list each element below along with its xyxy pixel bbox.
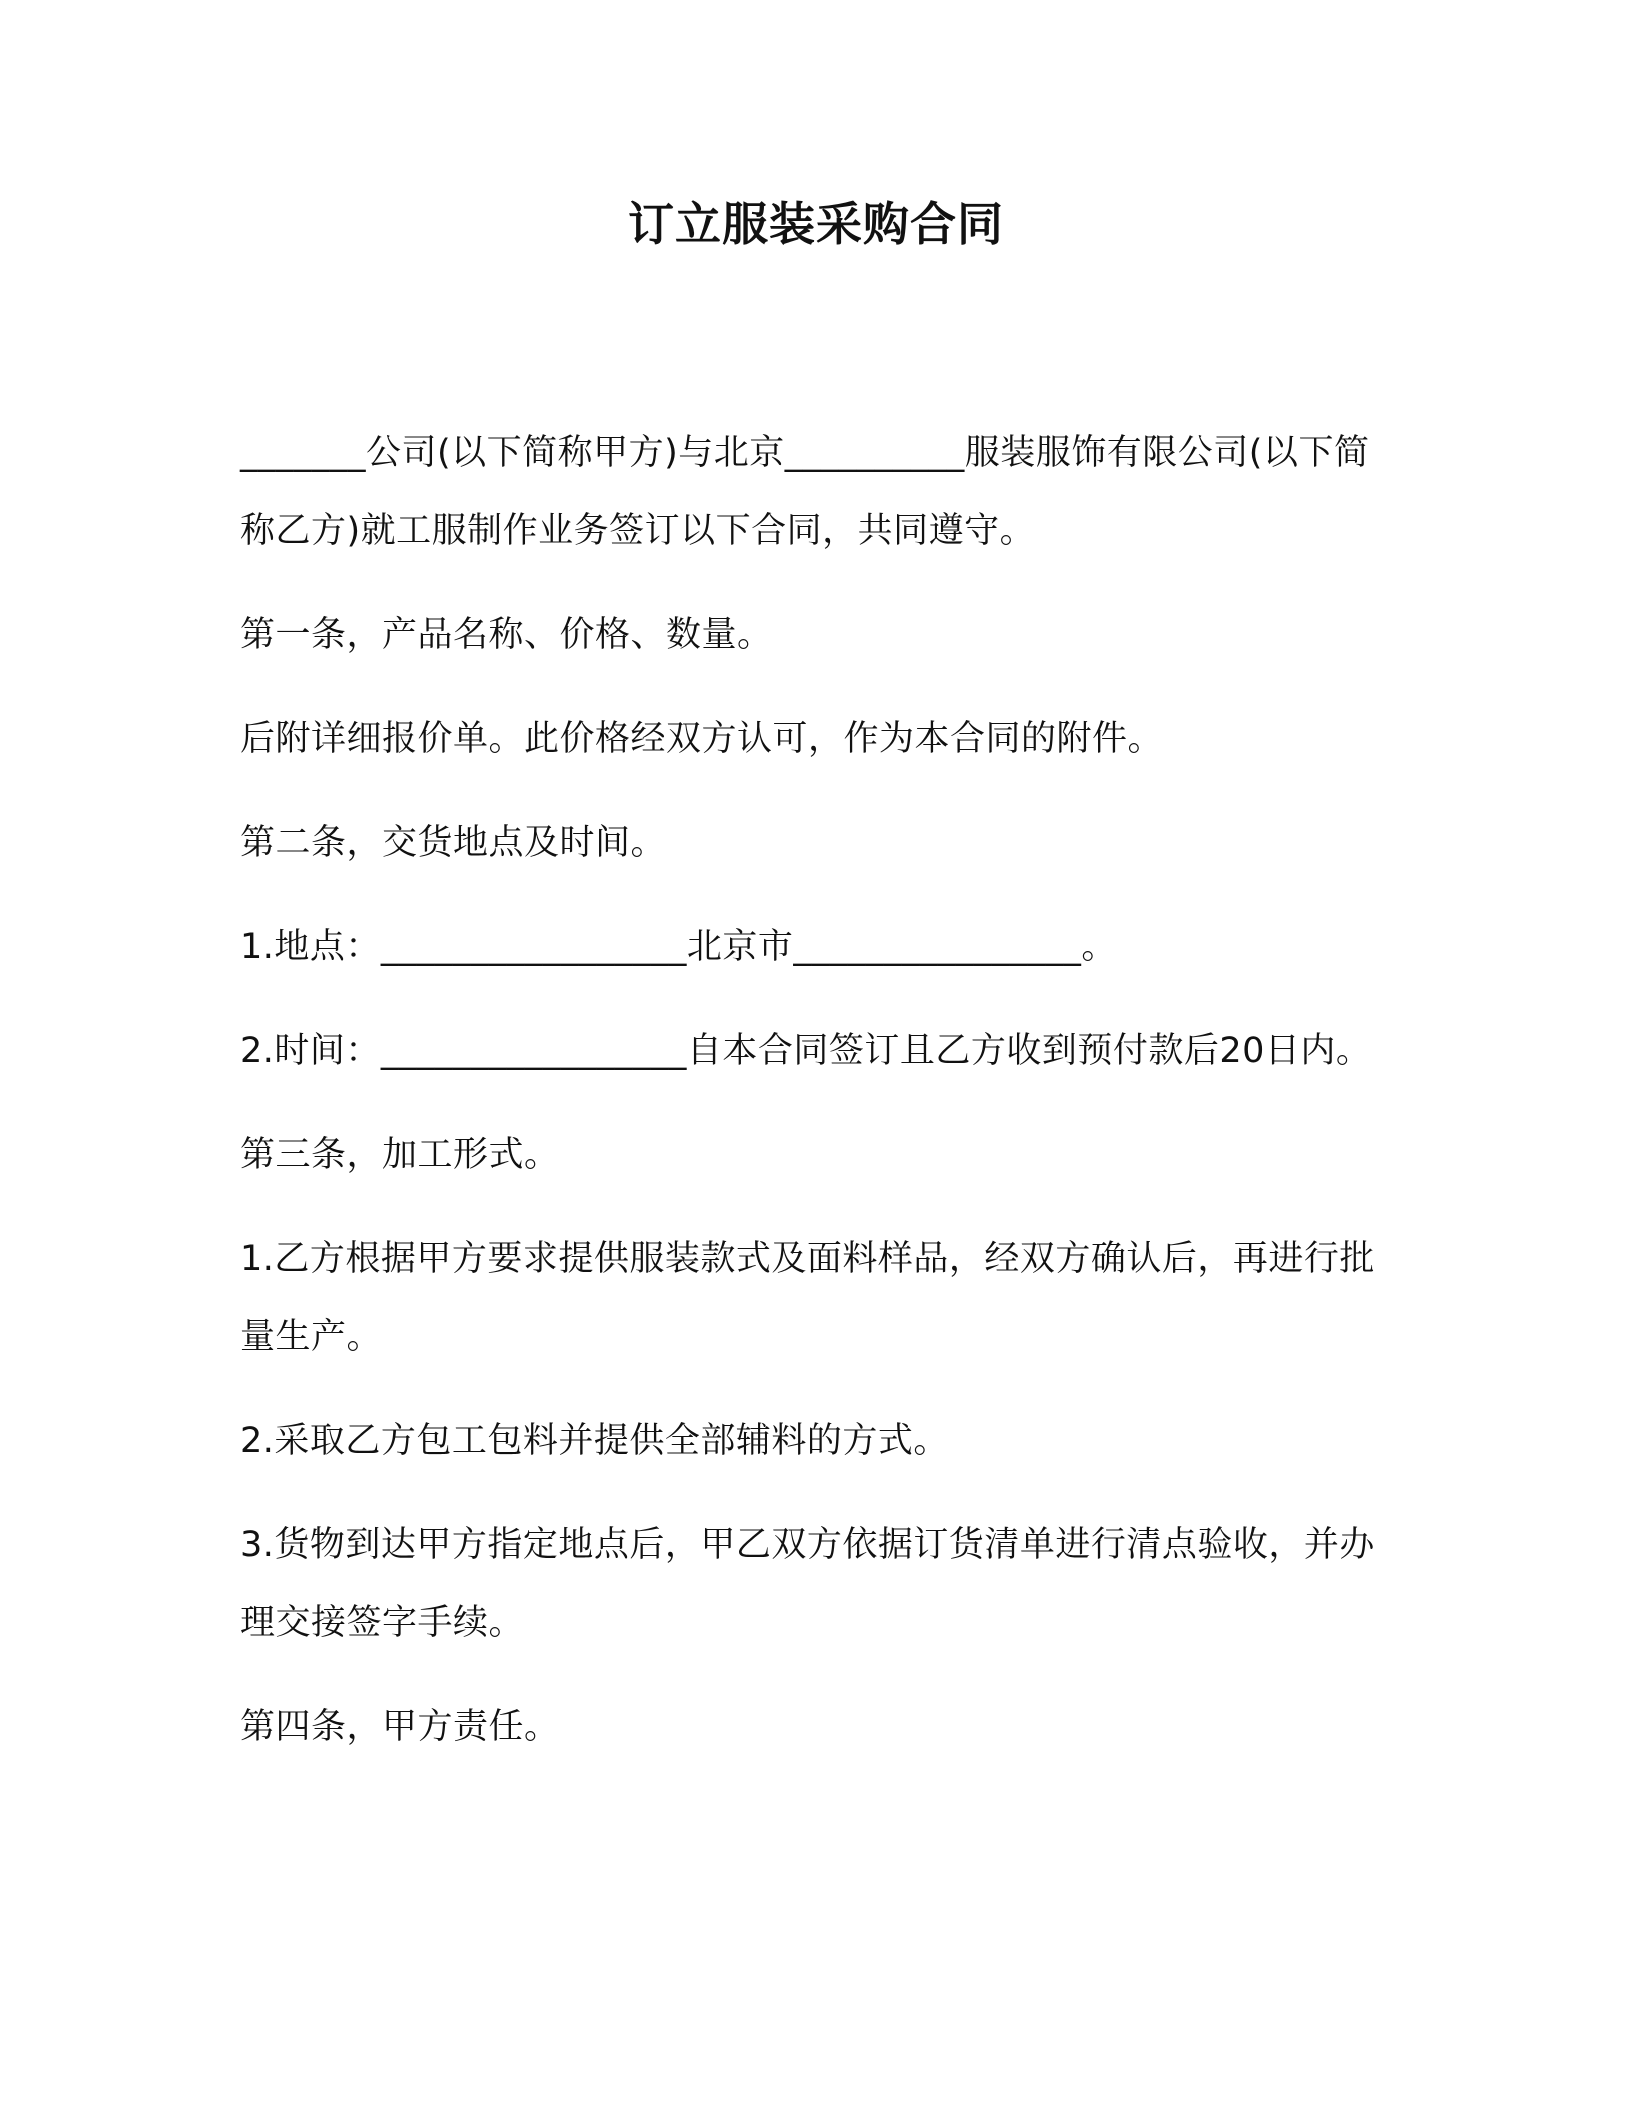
document-body — [240, 414, 1400, 1766]
article-3-item-2: 2.采取乙方包工包料并提供全部辅料的方式。 — [240, 1421, 949, 1461]
article-3-heading: 第三条，加工形式。 — [240, 1135, 560, 1175]
article-2-item-2: 2.时间：_________________自本合同签订且乙方收到预付款后20日内。 — [240, 1031, 1372, 1071]
article-3-item-1: 1.乙方根据甲方要求提供服装款式及面料样品，经双方确认后，再进行批量生产。 — [240, 1239, 1375, 1357]
article-3-item-3: 3.货物到达甲方指定地点后，甲乙双方依据订货清单进行清点验收，并办理交接签字手续。 — [240, 1525, 1375, 1643]
article-2-heading: 第二条，交货地点及时间。 — [240, 823, 667, 863]
intro-paragraph: _______公司(以下简称甲方)与北京__________服装服饰有限公司(以下简称乙方)就工服制作业务签订以下合同，共同遵守。 — [240, 433, 1370, 551]
article-1-text: 后附详细报价单。此价格经双方认可，作为本合同的附件。 — [240, 719, 1164, 759]
article-4-heading: 第四条，甲方责任。 — [240, 1707, 560, 1747]
article-1-heading: 第一条，产品名称、价格、数量。 — [240, 615, 773, 655]
article-2-item-1: 1.地点：_________________北京市________________。 — [240, 927, 1117, 967]
document-title: 订立服装采购合同 — [628, 197, 1004, 251]
